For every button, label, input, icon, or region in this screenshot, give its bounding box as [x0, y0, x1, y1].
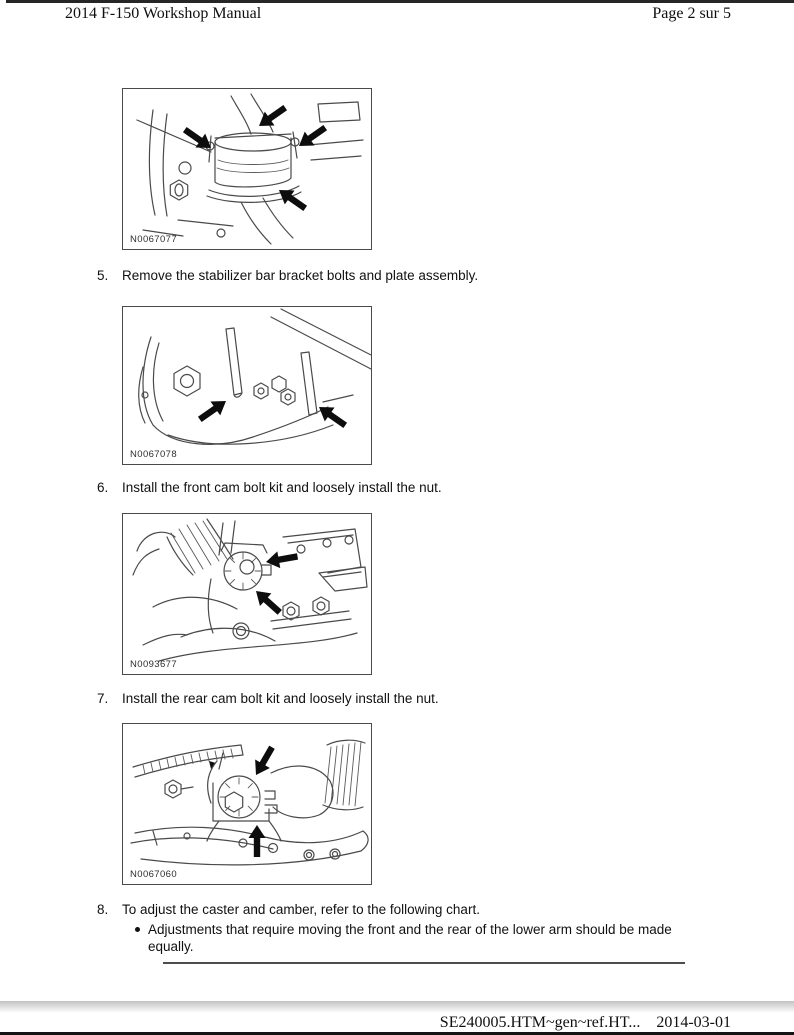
step-number: 6.: [97, 480, 109, 495]
step-number: 7.: [97, 691, 109, 706]
page-indicator: Page 2 sur 5: [652, 5, 731, 22]
figure-bracket-bolts: [122, 306, 372, 465]
figure-label: N0067077: [130, 234, 178, 245]
step-text: To adjust the caster and camber, refer to the following chart.: [122, 902, 480, 917]
page-bottom-shadow: [0, 1001, 794, 1013]
bracket-bolts-illustration: [123, 307, 371, 464]
figure-label: N0067060: [130, 869, 178, 880]
step-number: 8.: [97, 902, 109, 917]
callout-arrow: [265, 548, 299, 570]
figure-label: N0067078: [130, 449, 178, 460]
page-footer: [440, 1014, 731, 1032]
figure-stabilizer-bar-bushing: [122, 88, 372, 250]
figure-label: N0093677: [130, 659, 178, 670]
step-8-bullet: [135, 921, 691, 955]
step-6: [97, 479, 442, 496]
figure-rear-cam-bolt: [122, 723, 372, 885]
step-text: Install the rear cam bolt kit and loosely install the nut.: [122, 691, 439, 706]
step-8: [97, 901, 480, 918]
callout-arrow: [249, 743, 280, 779]
step-text: Install the front cam bolt kit and loosely install the nut.: [122, 480, 442, 495]
page-title: 2014 F-150 Workshop Manual: [65, 5, 262, 22]
callout-arrow: [250, 585, 285, 619]
callout-arrow: [314, 400, 350, 432]
callout-arrow: [254, 101, 290, 133]
step-5: [97, 267, 478, 284]
bullet-icon: [135, 927, 140, 932]
chart-top-rule: [163, 962, 685, 964]
stabilizer-bar-bushing-illustration: [123, 89, 371, 249]
callout-arrow: [294, 121, 330, 153]
top-edge-rule: [6, 0, 794, 3]
bullet-text: Adjustments that require moving the front and the rear of the lower arm should be made equally.: [148, 922, 672, 954]
step-text: Remove the stabilizer bar bracket bolts and plate assembly.: [122, 268, 479, 283]
step-number: 5.: [97, 268, 109, 283]
footer-date: 2014-03-01: [656, 1014, 731, 1031]
figure-front-cam-bolt: [122, 513, 372, 675]
rear-cam-bolt-illustration: [123, 724, 371, 884]
footer-filename: SE240005.HTM~gen~ref.HT...: [439, 1014, 641, 1031]
callout-arrow: [195, 394, 231, 426]
callout-arrow: [249, 825, 266, 857]
step-7: [97, 690, 439, 707]
front-cam-bolt-illustration: [123, 514, 371, 674]
